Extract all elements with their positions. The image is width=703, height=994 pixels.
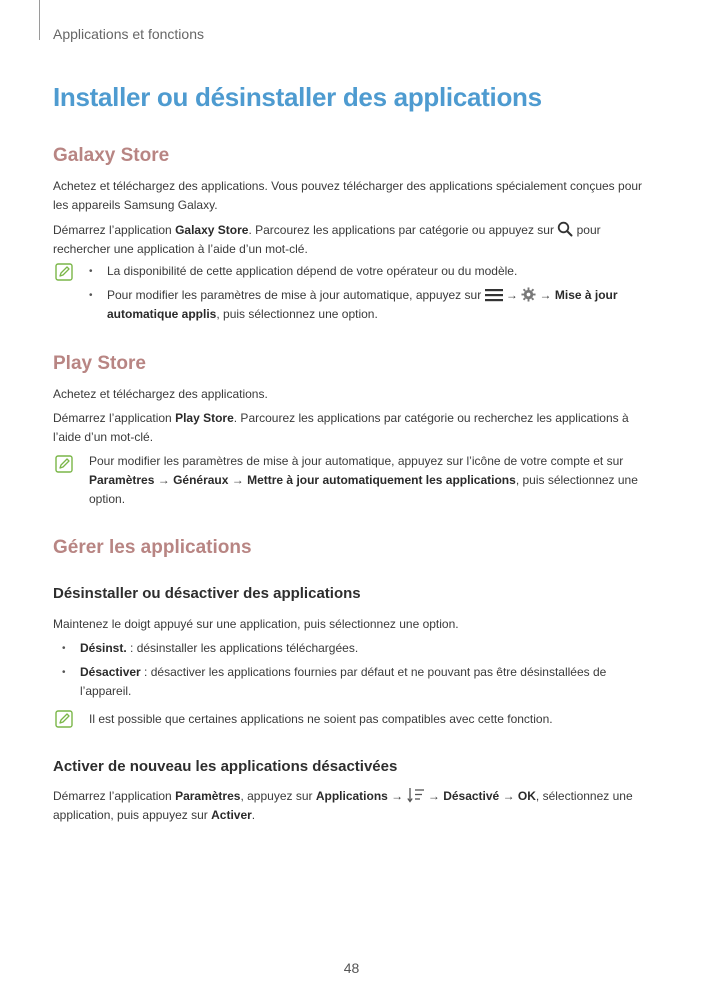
setting-name: Paramètres	[89, 473, 155, 487]
text: .	[251, 808, 256, 822]
text: . Parcourez les applications par catégorie ou recherchez les applications à l’aide d’un mot-clé.	[53, 411, 629, 444]
text: , sélectionnez une application, puis appuyez sur	[53, 789, 633, 822]
galaxy-store-intro: Achetez et téléchargez des applications. Vous pouvez télécharger des applications spécialement conçues pour les appareils Samsung Galaxy.	[53, 179, 643, 212]
arrow: →	[228, 473, 248, 487]
arrow: →	[499, 789, 518, 803]
galaxy-store-notes	[89, 262, 659, 329]
text: Démarrez l’application	[53, 789, 176, 803]
setting-name: OK	[517, 789, 536, 803]
option-name: Désactiver	[80, 665, 141, 679]
arrow: →	[424, 789, 444, 803]
header-divider	[39, 0, 40, 40]
page-number: 48	[343, 960, 360, 976]
gear-icon	[521, 287, 536, 302]
app-name: Play Store	[175, 411, 234, 425]
note-pencil-icon	[55, 710, 73, 728]
uninstall-intro: Maintenez le doigt appuyé sur une application, puis sélectionnez une option.	[53, 617, 459, 631]
play-store-intro: Achetez et téléchargez des applications.	[53, 387, 268, 401]
setting-name: Généraux	[173, 473, 229, 487]
setting-name: Mise à jour automatique applis	[107, 288, 618, 321]
sub-heading-reactivate: Activer de nouveau les applications désactivées	[53, 758, 398, 775]
text: pour rechercher une application à l’aide d’un mot-clé.	[53, 223, 601, 256]
list-item	[89, 286, 659, 324]
list-item	[62, 663, 652, 701]
section-heading-manage-apps: Gérer les applications	[53, 537, 252, 558]
setting-name: Mettre à jour automatiquement les applications	[247, 473, 516, 487]
sort-icon	[407, 787, 425, 803]
text: Démarrez l’application	[53, 223, 176, 237]
note-pencil-icon	[55, 455, 73, 473]
arrow: →	[536, 288, 555, 302]
galaxy-store-instructions	[53, 221, 653, 259]
page-title: Installer ou désinstaller des applications	[53, 82, 542, 112]
search-icon	[557, 221, 573, 237]
text: , appuyez sur	[240, 789, 316, 803]
uninstall-note: Il est possible que certaines applications ne soient pas compatibles avec cette fonction.	[89, 712, 553, 726]
app-name: Paramètres	[175, 789, 241, 803]
text: Démarrez l’application	[53, 411, 176, 425]
text: : désinstaller les applications téléchargées.	[126, 641, 359, 655]
list-item: • La disponibilité de cette application dépend de votre opérateur ou du modèle.	[89, 262, 659, 281]
uninstall-options	[62, 639, 652, 706]
menu-icon	[485, 288, 503, 302]
sub-heading-uninstall: Désinstaller ou désactiver des applications	[53, 585, 361, 602]
arrow: →	[502, 288, 522, 302]
note-pencil-icon	[55, 263, 73, 281]
play-store-instructions	[53, 409, 653, 447]
arrow: →	[154, 473, 174, 487]
text: , puis sélectionnez une option.	[216, 307, 378, 321]
text: . Parcourez les applications par catégorie ou appuyez sur	[248, 223, 558, 237]
app-name: Galaxy Store	[175, 223, 249, 237]
running-header: Applications et fonctions	[53, 26, 204, 42]
setting-name: Applications	[315, 789, 388, 803]
arrow: →	[387, 789, 407, 803]
section-heading-galaxy-store: Galaxy Store	[53, 145, 170, 166]
text: Pour modifier les paramètres de mise à jour automatique, appuyez sur	[107, 288, 485, 302]
text: : désactiver les applications fournies par défaut et ne pouvant pas être désinstallées de l’appareil.	[80, 665, 607, 698]
list-item	[62, 639, 652, 658]
text: , puis sélectionnez une option.	[89, 473, 638, 506]
text: Pour modifier les paramètres de mise à jour automatique, appuyez sur l’icône de votre compte et sur	[89, 454, 624, 468]
option-name: Désinst.	[80, 641, 127, 655]
setting-name: Désactivé	[443, 789, 500, 803]
section-heading-play-store: Play Store	[53, 353, 146, 374]
reactivate-instructions	[53, 787, 653, 825]
play-store-note	[89, 452, 659, 509]
setting-name: Activer	[211, 808, 252, 822]
